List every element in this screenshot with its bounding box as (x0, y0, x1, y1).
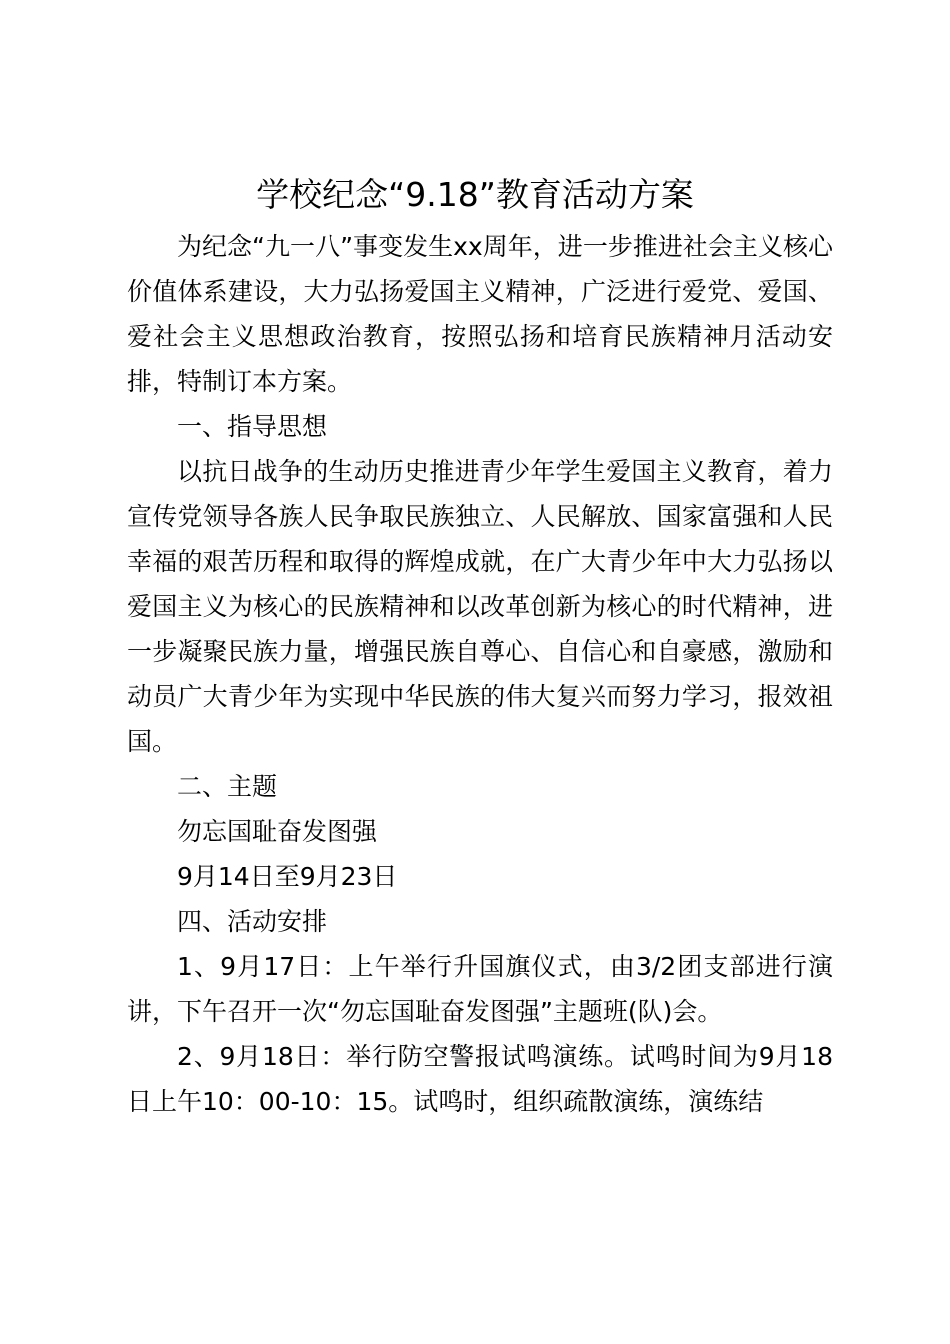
activity-item-1: 1、9月17日：上午举行升国旗仪式，由3/2团支部进行演讲，下午召开一次“勿忘国耻奋发图强”主题班(队)会。 (127, 952, 833, 1026)
section-heading-guiding-ideology: 一、指导思想 (177, 412, 328, 441)
document-title: 学校纪念“9.18”教育活动方案 (256, 175, 694, 214)
document-body (127, 224, 833, 1124)
date-range-text: 9月14日至9月23日 (177, 862, 398, 891)
intro-paragraph: 为纪念“九一八”事变发生xx周年，进一步推进社会主义核心价值体系建设，大力弘扬爱国主义精神，广泛进行爱党、爱国、爱社会主义思想政治教育，按照弘扬和培育民族精神月活动安排，特制订本方案。 (127, 232, 833, 396)
theme-text: 勿忘国耻奋发图强 (177, 817, 378, 846)
section-heading-activities: 四、活动安排 (177, 907, 328, 936)
activity-item-2: 2、9月18日：举行防空警报试鸣演练。试鸣时间为9月18日上午10：00-10：15。试鸣时，组织疏散演练，演练结 (127, 1042, 833, 1116)
guiding-ideology-paragraph: 以抗日战争的生动历史推进青少年学生爱国主义教育，着力宣传党领导各族人民争取民族独立、人民解放、国家富强和人民幸福的艰苦历程和取得的辉煌成就，在广大青少年中大力弘扬以爱国主义为核心的民族精神和以改革创新为核心的时代精神，进一步凝聚民族力量，增强民族自尊心、自信心和自豪感，激励和动员广大青少年为实现中华民族的伟大复兴而努力学习，报效祖国。 (127, 457, 833, 756)
section-heading-theme: 二、主题 (177, 772, 278, 801)
